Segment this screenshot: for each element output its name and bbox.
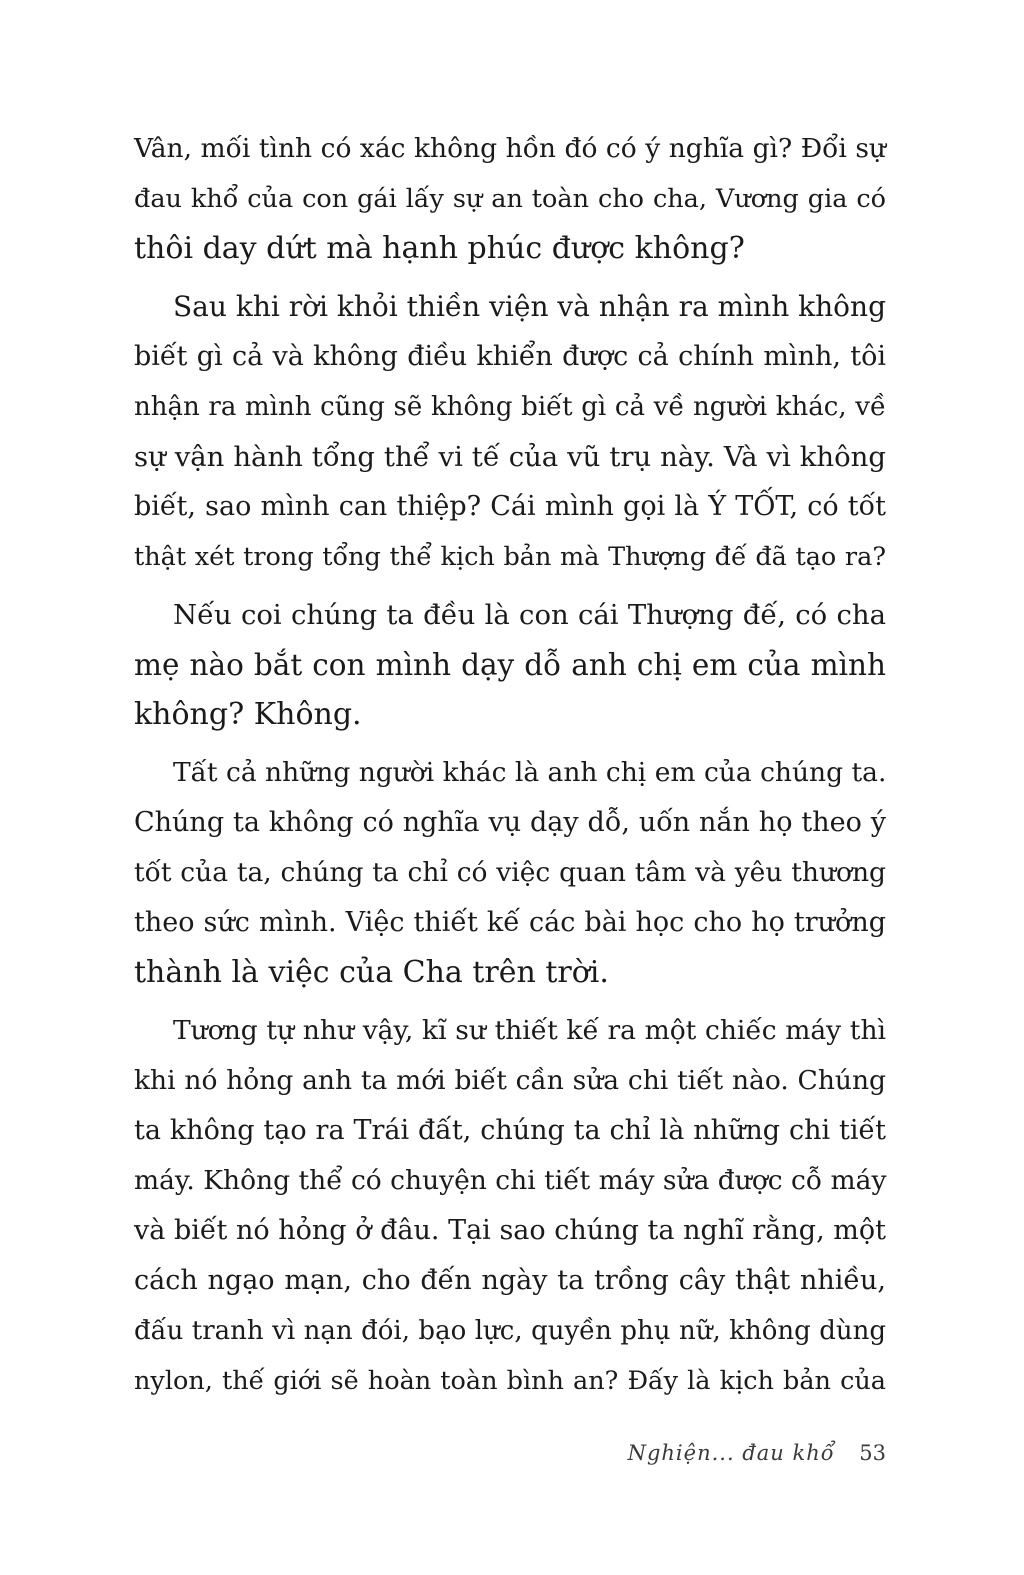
paragraph-4 (134, 748, 886, 998)
text-line: máy. Không thể có chuyện chi tiết máy sửa được cỗ máy (134, 1165, 887, 1196)
text-line: và biết nó hỏng ở đâu. Tại sao chúng ta nghĩ rằng, một (134, 1215, 886, 1246)
text-line: mẹ nào bắt con mình dạy dỗ anh chị em của mình (134, 648, 886, 682)
paragraph-3 (134, 590, 886, 740)
text-line: Nếu coi chúng ta đều là con cái Thượng đế, có cha (173, 599, 886, 631)
page-footer (628, 1438, 886, 1468)
paragraph-2 (134, 282, 886, 582)
text-line: Chúng ta không có nghĩa vụ dạy dỗ, uốn nắn họ theo ý (134, 807, 886, 838)
text-line: đau khổ của con gái lấy sự an toàn cho cha, Vương gia có (134, 184, 886, 214)
text-line: biết, sao mình can thiệp? Cái mình gọi là Ý TỐT, có tốt (134, 491, 886, 522)
text-line: tốt của ta, chúng ta chỉ có việc quan tâm và yêu thương (134, 857, 886, 888)
text-line: biết gì cả và không điều khiển được cả chính mình, tôi (134, 341, 886, 372)
text-line: theo sức mình. Việc thiết kế các bài học cho họ trưởng (134, 907, 886, 938)
text-line: thôi day dứt mà hạnh phúc được không? (134, 231, 745, 266)
text-line: đấu tranh vì nạn đói, bạo lực, quyền phụ nữ, không dùng (134, 1316, 886, 1346)
text-line: Vân, mối tình có xác không hồn đó có ý nghĩa gì? Đổi sự (134, 133, 886, 164)
text-line: sự vận hành tổng thể vi tế của vũ trụ này. Và vì không (134, 441, 886, 473)
text-line: nhận ra mình cũng sẽ không biết gì cả về người khác, về (134, 392, 886, 422)
text-line: Sau khi rời khỏi thiền viện và nhận ra mình không (173, 290, 886, 323)
text-line: thật xét trong tổng thể kịch bản mà Thượng đế đã tạo ra? (134, 542, 886, 572)
running-title: Nghiện... đau khổ (627, 1441, 835, 1465)
body-text (134, 124, 886, 1406)
text-line: nylon, thế giới sẽ hoàn toàn bình an? Đấy là kịch bản của (134, 1366, 886, 1396)
text-line: khi nó hỏng anh ta mới biết cần sửa chi tiết nào. Chúng (134, 1065, 886, 1096)
text-line: không? Không. (134, 697, 362, 732)
paragraph-5 (134, 1006, 886, 1406)
text-line: cách ngạo mạn, cho đến ngày ta trồng cây thật nhiều, (134, 1265, 886, 1296)
page-number: 53 (859, 1441, 886, 1465)
text-line: Tương tự như vậy, kĩ sư thiết kế ra một chiếc máy thì (173, 1015, 886, 1046)
paragraph-1 (134, 124, 886, 274)
text-line: thành là việc của Cha trên trời. (134, 955, 609, 990)
text-line: ta không tạo ra Trái đất, chúng ta chỉ là những chi tiết (134, 1115, 886, 1146)
text-line: Tất cả những người khác là anh chị em của chúng ta. (173, 757, 887, 788)
